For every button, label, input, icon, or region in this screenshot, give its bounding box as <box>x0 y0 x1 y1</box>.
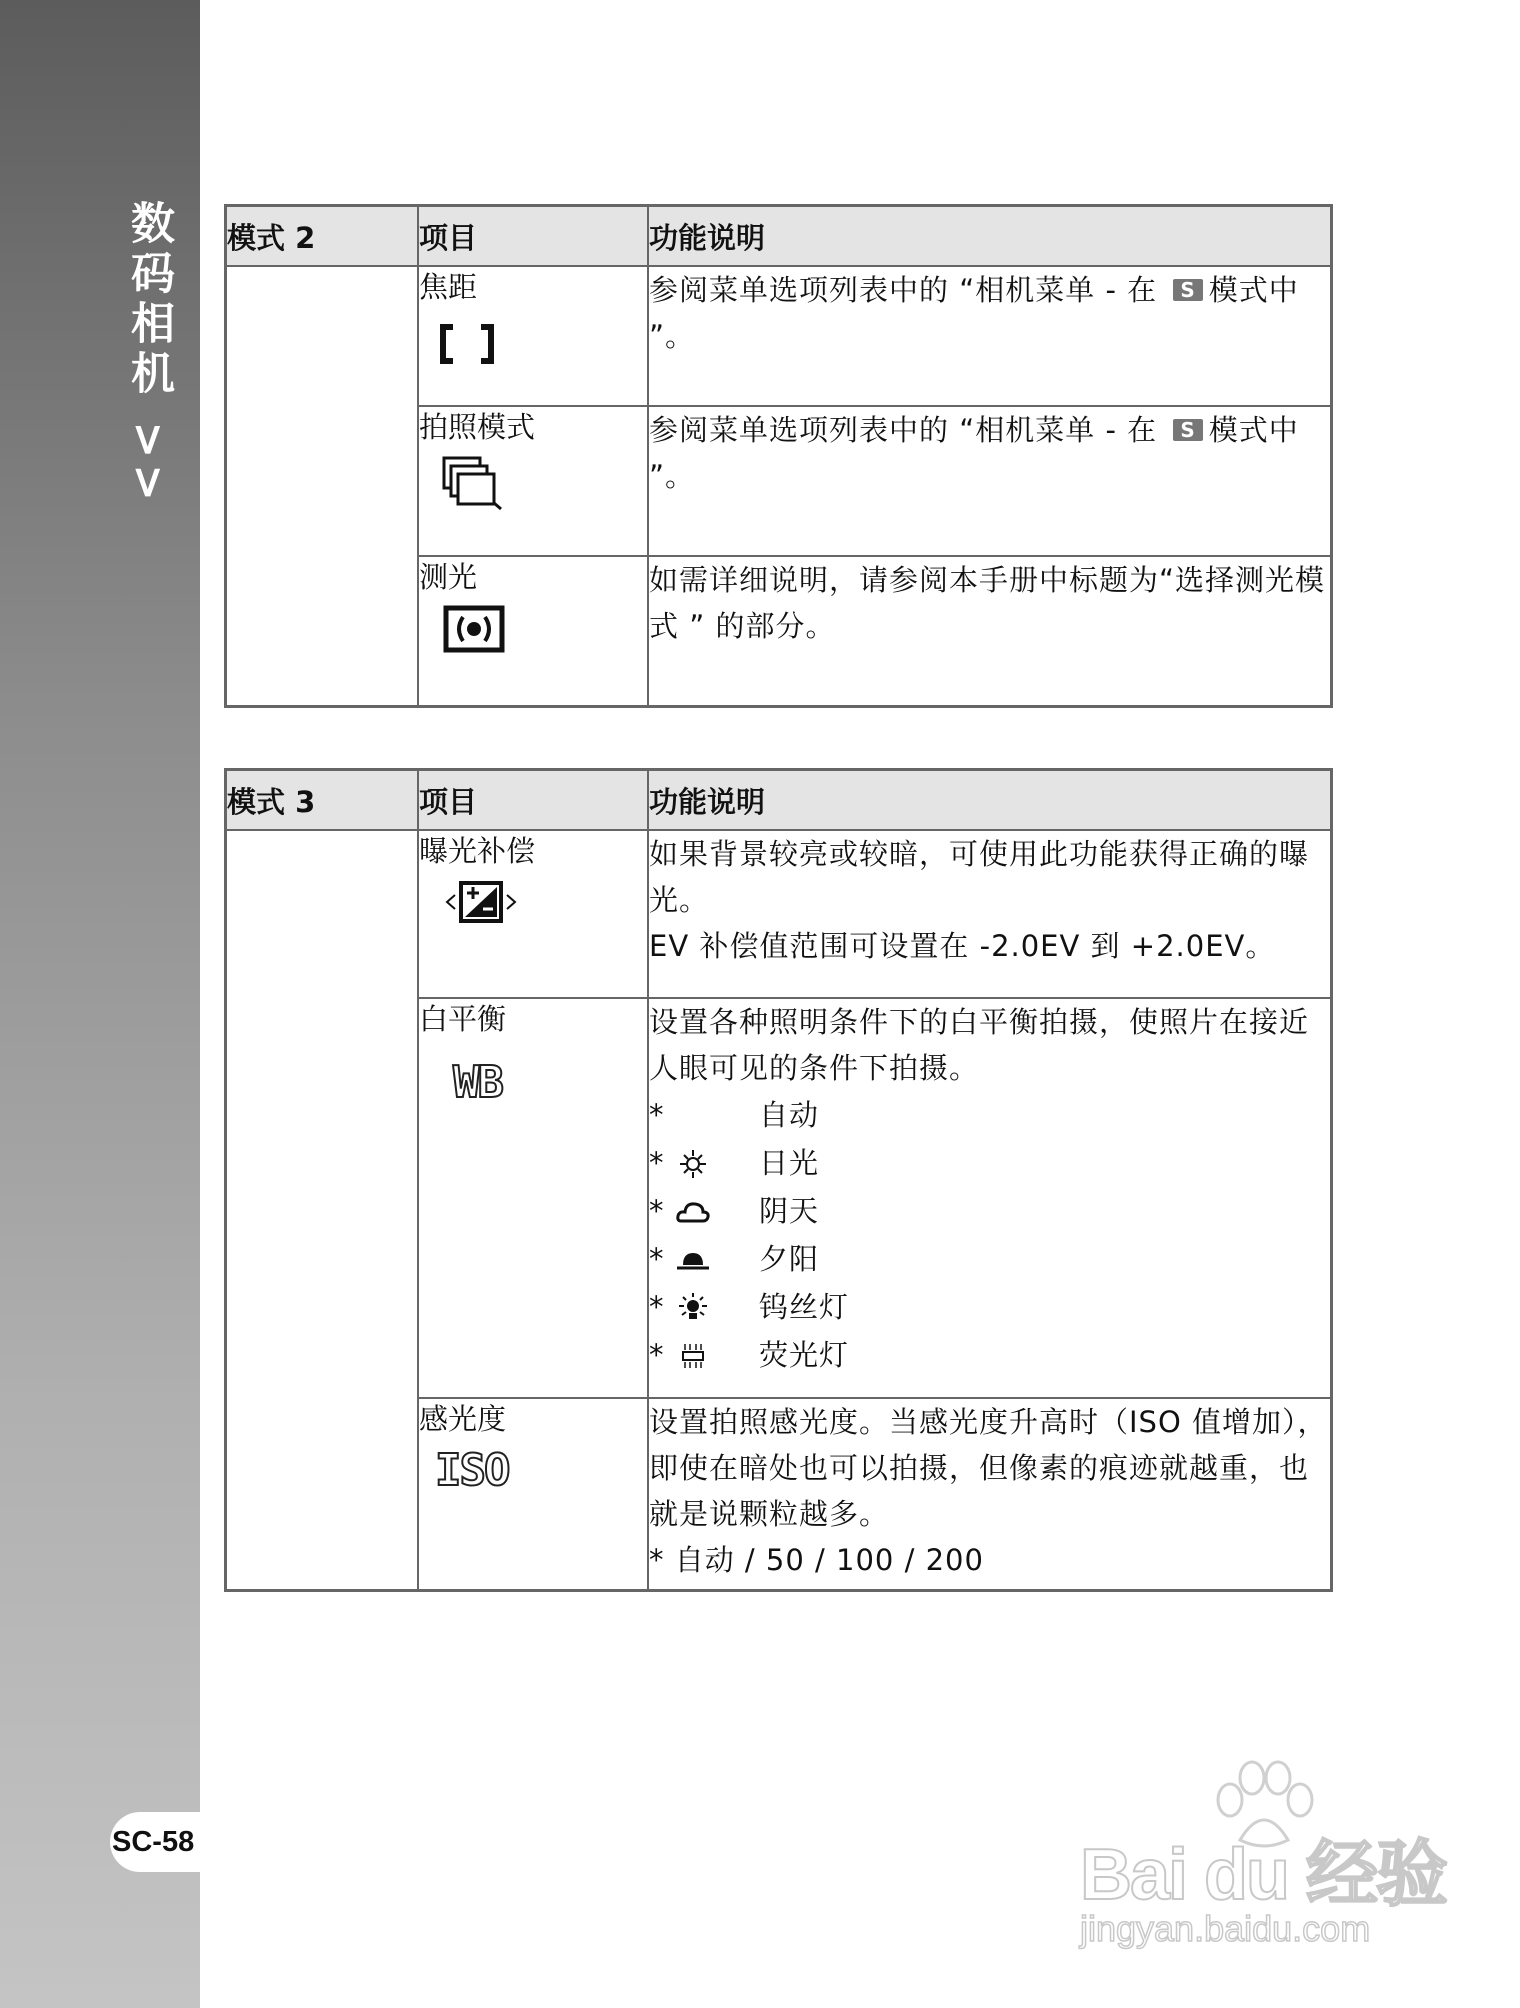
item-cell <box>418 998 648 1398</box>
metering-icon <box>443 605 513 653</box>
description-cell: 参阅菜单选项列表中的 “相机菜单 - 在 S 模式中 ”。 <box>648 266 1332 406</box>
description-cell: 设置各种照明条件下的白平衡拍摄，使照片在接近人眼可见的条件下拍摄。 * 自动 * 日光 * 阴天 * 夕阳 * 钨丝灯 * 荧光灯 <box>648 998 1332 1398</box>
item-header: 项目 <box>418 770 648 831</box>
description-cell: 如需详细说明，请参阅本手册中标题为“选择测光模式 ” 的部分。 <box>648 556 1332 706</box>
description-cell: 如果背景较亮或较暗，可使用此功能获得正确的曝光。 EV 补偿值范围可设置在 -2.0EV 到 +2.0EV。 <box>648 830 1332 998</box>
white-balance-icon: WB <box>453 1057 502 1108</box>
daylight-icon <box>675 1149 711 1179</box>
list-item: * 阴天 <box>649 1194 820 1228</box>
description-cell: 参阅菜单选项列表中的 “相机菜单 - 在 S 模式中 ”。 <box>648 406 1332 556</box>
item-header: 项目 <box>418 206 648 267</box>
item-name: 白平衡 <box>419 1002 507 1036</box>
mode-cell <box>226 830 419 1590</box>
mode-header: 模式 2 <box>226 206 419 267</box>
item-cell <box>418 556 648 706</box>
list-item: * 钨丝灯 <box>649 1290 850 1324</box>
item-name: 测光 <box>419 560 478 594</box>
function-header: 功能说明 <box>648 206 1332 267</box>
mode2-table <box>224 204 1333 708</box>
fluorescent-icon <box>675 1341 711 1371</box>
item-cell <box>418 1398 648 1590</box>
item-cell <box>418 266 648 406</box>
function-header: 功能说明 <box>648 770 1332 831</box>
list-item: * 日光 <box>649 1146 820 1180</box>
sunset-icon <box>675 1245 711 1275</box>
mode-header: 模式 3 <box>226 770 419 831</box>
table-header-row <box>226 206 1332 267</box>
item-name: 焦距 <box>419 270 478 304</box>
description-cell: 设置拍照感光度。当感光度升高时（ISO 值增加），即使在暗处也可以拍摄，但像素的痕迹就越重，也就是说颗粒越多。 * 自动 / 50 / 100 / 200 <box>648 1398 1332 1590</box>
section-title: 数码相机 >> <box>123 200 174 508</box>
item-name: 曝光补偿 <box>419 834 536 868</box>
white-balance-options <box>649 1091 1330 1379</box>
item-cell <box>418 406 648 556</box>
watermark-url: jingyan.baidu.com <box>1080 1908 1371 1949</box>
list-item: * 自动 <box>649 1098 820 1132</box>
iso-icon: ISO <box>435 1445 509 1496</box>
table-row <box>226 830 1332 998</box>
drive-mode-icon <box>441 455 511 513</box>
item-name: 感光度 <box>419 1402 507 1436</box>
baidu-watermark <box>1060 1760 1500 1960</box>
exposure-compensation-icon <box>441 879 521 925</box>
mode-cell <box>226 266 419 706</box>
list-item: * 夕阳 <box>649 1242 820 1276</box>
list-item: * 荧光灯 <box>649 1338 850 1372</box>
item-cell <box>418 830 648 998</box>
focus-bracket-icon <box>437 321 507 367</box>
mode3-table <box>224 768 1333 1592</box>
table-header-row <box>226 770 1332 831</box>
table-row <box>226 266 1332 406</box>
cloudy-icon <box>675 1197 711 1227</box>
watermark-brand: Bai du 经验 <box>1080 1835 1447 1915</box>
page-number: SC-58 <box>112 1826 195 1858</box>
tungsten-icon <box>675 1293 711 1323</box>
s-mode-badge: S <box>1173 279 1202 301</box>
s-mode-badge: S <box>1173 419 1202 441</box>
item-name: 拍照模式 <box>419 410 536 444</box>
